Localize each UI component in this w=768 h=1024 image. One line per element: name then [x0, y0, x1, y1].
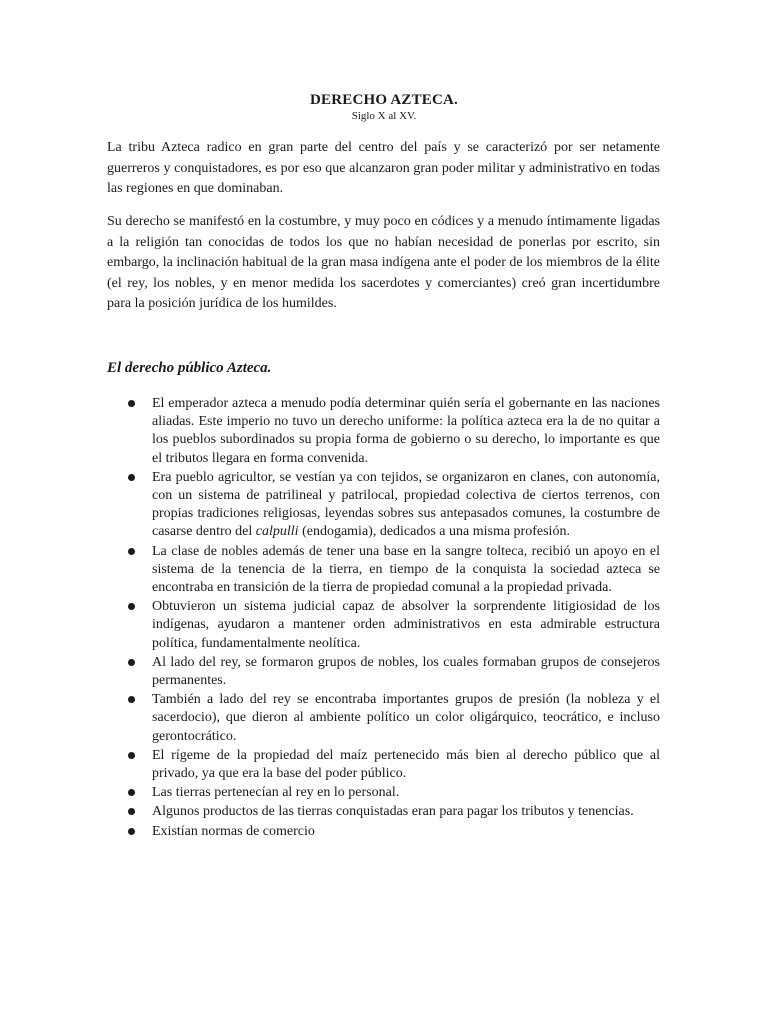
list-item-text: Algunos productos de las tierras conquistadas eran para pagar los tributos y tenencias.	[152, 804, 634, 820]
list-item-text: Las tierras pertenecían al rey en lo personal.	[152, 785, 400, 801]
list-item-text-start: Era pueblo agricultor, se vestían ya con tejidos, se organizaron en clanes, con autonomía, con un sistema de patrilineal y patrilocal, propiedad colectiva de ciertos terrenos, con propias tradiciones religiosas, leyendas sobres sus antepasados comunes, la costumbre de casarse dentro del	[152, 469, 660, 540]
list-item-text: La clase de nobles además de tener una base en la sangre tolteca, recibió un apoyo en el sistema de la tenencia de la tierra, en tiempo de la conquista la sociedad azteca se encontraba en transición de la tierra de propiedad comunal a la propiedad privada.	[152, 543, 660, 596]
bullet-icon	[128, 474, 135, 481]
list-item	[126, 598, 660, 653]
bullet-icon	[128, 400, 135, 407]
law-paragraph: Su derecho se manifestó en la costumbre, y muy poco en códices y a menudo íntimamente ligadas a la religión tan conocidas de todos los que no habían necesidad de ponerlas por escrito, sin embargo, la inclinación habitual de la gran masa indígena ante el poder de los miembros de la élite (el rey, los nobles, y en menor medida los sacerdotes y comerciantes) creó gran incertidumbre para la posición jurídica de los humildes.	[107, 214, 660, 311]
list-item	[126, 803, 660, 821]
list-item	[126, 691, 660, 746]
bullet-icon	[128, 828, 135, 835]
document-title: DERECHO AZTECA.	[309, 92, 459, 108]
bullet-list	[126, 395, 660, 842]
list-item-text-end: (endogamia), dedicados a una misma profesión.	[298, 524, 570, 540]
list-item-text: También a lado del rey se encontraba importantes grupos de presión (la nobleza y el sacerdocio), que dieron al ambiente político un color oligárquico, teocrático, e incluso gerontocrático.	[152, 692, 660, 744]
bullet-icon	[128, 752, 135, 759]
list-item	[126, 543, 660, 598]
intro-paragraph: La tribu Azteca radico en gran parte del centro del país y se caracterizó por ser netamente guerreros y conquistadores, es por eso que alcanzaron gran poder militar y administrativo en todas las regiones en que dominaban.	[107, 140, 660, 196]
list-item-text: El rígeme de la propiedad del maíz pertenecido más bien al derecho público que al privado, ya que era la base del poder público.	[152, 747, 660, 782]
list-item	[126, 784, 660, 802]
list-item	[126, 469, 660, 542]
list-item-italic-term: calpulli	[255, 524, 299, 540]
list-item-text: El emperador azteca a menudo podía determinar quién sería el gobernante en las naciones aliadas. Este imperio no tuvo un derecho uniforme: la política azteca era la de no quitar a los pueblos subordinados su propia forma de gobierno o su derecho, lo importante es que el tributos llegara en forma convenida.	[152, 396, 660, 466]
list-item	[126, 823, 660, 841]
document-subtitle: Siglo X al XV.	[351, 110, 417, 122]
bullet-icon	[128, 696, 135, 703]
list-item	[126, 395, 660, 468]
section-heading: El derecho público Azteca.	[107, 360, 272, 376]
list-item	[126, 747, 660, 783]
list-item-text: Al lado del rey, se formaron grupos de nobles, los cuales formaban grupos de consejeros permanentes.	[152, 654, 660, 689]
bullet-icon	[128, 659, 135, 666]
list-item-text: Existían normas de comercio	[152, 823, 315, 839]
list-item	[126, 654, 660, 690]
list-item-text: Obtuvieron un sistema judicial capaz de absolver la sorprendente litigiosidad de los indígenas, ayudaron a mantener orden administrativos en esta admirable estructura política, fundamentalmente neolítica.	[152, 599, 660, 651]
bullet-icon	[128, 603, 135, 610]
bullet-icon	[128, 808, 135, 815]
bullet-icon	[128, 789, 135, 796]
bullet-icon	[128, 548, 135, 555]
